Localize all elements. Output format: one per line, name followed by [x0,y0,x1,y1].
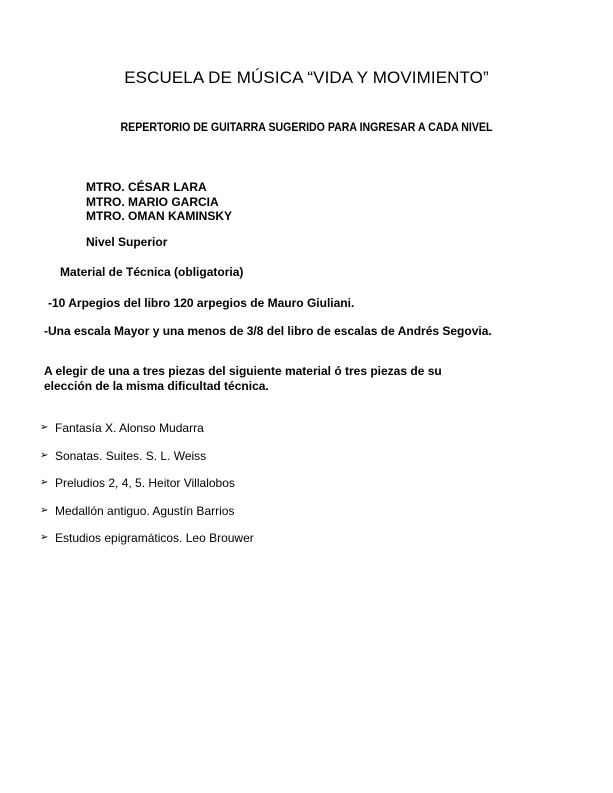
technique-item: -10 Arpegios del libro 120 arpegios de Mauro Giuliani. [48,296,355,310]
arrow-bullet-icon: ➢ [40,477,49,488]
arrow-bullet-icon: ➢ [40,504,49,516]
technique-item: -Una escala Mayor y una menos de 3/8 del libro de escalas de Andrés Segovia. [44,324,492,338]
list-item [40,449,254,477]
choose-line: elección de la misma dificultad técnica. [44,378,269,393]
level-heading: Nivel Superior [86,235,168,249]
teacher-name: MTRO. MARIO GARCIA [86,194,219,209]
piece-title: Medallón antiguo. Agustín Barrios [55,503,235,518]
choose-line: A elegir de una a tres piezas del siguiente material ó tres piezas de su [44,364,442,378]
piece-title: Fantasía X. Alonso Mudarra [55,421,204,435]
repertoire-subtitle: REPERTORIO DE GUITARRA SUGERIDO PARA INGRESAR A CADA NIVEL [120,122,493,134]
teacher-name: MTRO. CÉSAR LARA [86,180,207,194]
school-title: ESCUELA DE MÚSICA “VIDA Y MOVIMIENTO” [124,68,489,87]
teacher-name: MTRO. OMAN KAMINSKY [86,209,232,223]
pieces-list [40,421,254,559]
list-item [40,531,254,559]
list-item [40,476,254,504]
arrow-bullet-icon: ➢ [40,422,49,433]
list-item [40,504,254,532]
piece-title: Estudios epigramáticos. Leo Brouwer [55,531,254,545]
teachers-list [86,180,232,224]
choose-instructions [44,364,474,393]
list-item [40,421,254,449]
arrow-bullet-icon: ➢ [40,532,49,543]
piece-title: Sonatas. Suites. S. L. Weiss [55,448,207,463]
piece-title: Preludios 2, 4, 5. Heitor Villalobos [55,476,235,490]
arrow-bullet-icon: ➢ [40,449,49,461]
technique-heading: Material de Técnica (obligatoria) [60,265,244,279]
